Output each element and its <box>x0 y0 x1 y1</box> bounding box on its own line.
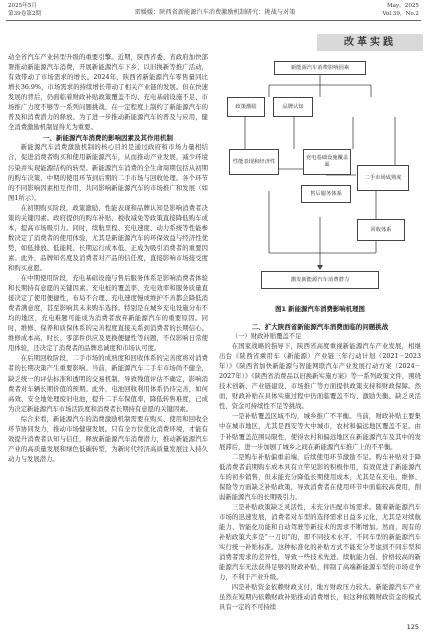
figure-caption: 图1 新能源汽车消费影响机理图 <box>275 305 365 313</box>
right-column <box>219 322 421 613</box>
diagram-box-performance: 性能表现和经济性 <box>229 149 279 175</box>
paragraph: 三是补贴政策缺乏灵活性，未充分匹配市场需求。随着新能源汽车市场的迅速发展，消费者对车型的选择需求日益多元化，尤其是对续航能力、智能化功能和自动驾驶等新技术的需求不断增加。然而，现有的补贴政策大多是“一刀切”的，即不同技术水平、不同车型的新能源汽车实行统一补贴标准。这种标准化的补贴方式不能充分考虑到不同车型和消费者需求的差异性，导致一些技术先进、续航能力强、价格较高的新能源汽车无法获得足够的财政补贴，抑制了高端新能源车型的市场竞争力，不利于产业升级。 <box>219 503 421 582</box>
paragraph: 在后期回收阶段，二手市场的成熟度和回收体系的完善度将对消费者的长期决策产生重要影响。当前，新能源汽车二手车市场尚不健全，缺乏统一的评估标准和透明的交易机制，导致残值评估不确定，影响消费者对车辆长期价值的预期。此外，电池回收利用体系仍待完善，如何高效、安全地处理废旧电池，提升二手车保值率，降低转售难度，已成为决定新能源汽车市场活跃度和消费者长期持有意愿的关键因素。 <box>8 355 208 413</box>
header-date-en: May，2025 <box>386 3 419 9</box>
header-rule <box>6 20 421 21</box>
paragraph: 一是补贴覆盖区域不均，城乡推广不平衡。当前，财政补贴主要集中在城市地区，尤其是西安等大中城市，农村和偏远地区覆盖不足。由于补贴覆盖范围局限性，使得农村和偏远地区在新能源汽车及其中的发展滞后，进一步加剧了城乡之间在新能源汽车推广上的不平衡。 <box>219 413 421 451</box>
diagram-box-recycle: 回收体系 <box>357 219 405 241</box>
figure-influence-diagram <box>219 57 421 302</box>
diagram-box-top: 新能源汽车消费影响因素 <box>274 61 366 75</box>
header-left <box>8 2 41 18</box>
paragraph: 综合来看，新能源汽车的消费激励机制需要在购买、使用和回收全环节协同发力，推动市场健康发展。只有全方位优化消费环境，才能有效提升消费者认知与信任，释放新能源汽车消费潜力，推动新能源汽车产业的高质量发展和绿色低碳转型，为新时代经济高质量发展注入持久动力与发展潜力。 <box>8 415 208 463</box>
page-number: 125 <box>406 623 419 631</box>
running-header <box>0 0 427 22</box>
paragraph: 在初期购买阶段，政策激励、性能表现和品牌认知是影响消费者决策的关键因素。政府提供的购车补贴、税收减免等政策直接降低购车成本，提高市场吸引力。同时，续航里程、充电速度、动力系统等性能参数决定了消费者的使用体验，尤其是新能源汽车的环保效益与经济性优势，如低排放、低能耗、长期运行成本低，正成为吸引消费者的重要因素。此外，品牌知名度及消费者对产品的信任度，直接影响市场接受度和购买意愿。 <box>8 204 208 272</box>
paragraph: 在中期使用阶段，充电基础设施与售后服务体系是影响消费者体验和长期持有意愿的关键因素。充电桩的覆盖率、充电效率和服务质量直接决定了使用便捷性，布局不合理、充电速度慢或维护不善都会降低消费者满意度，甚至影响其未来购车选择。特别是在城乡充电设施分布不均的地区，充电难题可能成为消费者放弃新能源汽车的重要原因。同时，维修、保养和质保体系的完善程度直接关系到消费者的长期信心。维修成本高、时长、零部件供应及更换便捷性等问题，不仅影响日常使用体验，还决定了消费者的品牌忠诚度和市场认可度。 <box>8 275 208 353</box>
header-date: 2025年5月 <box>8 3 37 9</box>
diagram-box-secondhand: 二手市场成熟度 <box>357 165 409 191</box>
paragraph: 在国家战略的指导下，陕西省高度重视新能源汽车产业发展，相继出台《陕西省乘用车（新能源）产业链三年行动计划（2021－2023年）》《陕西省加快新能源与智能网联汽车产业发展行动方案（2024－2027年）》《陕西省消费品以旧换新实施方案》等一系列政策文件，围绕技术创新、产业链建设、市场推广等方面提供政策支持和财政保障。然而，财政补贴在具体实施过程中仍面临覆盖不均、激励失衡、缺乏灵活性、资金可持续性不足等挑战。 <box>219 343 421 411</box>
paragraph: 新能源汽车消费激励机制的核心目的是通过政府和市场力量相结合，促进消费者购买和使用新能源汽车，从而推动产业发展，减少环境污染并实现能源结构的转型。新能源汽车消费的全生命周期包括从初期的购车决策、中期的使用环节到后期的二手市场与回收处理。各个环节的不同影响因素相互作用，共同影响新能源汽车的市场推广和发展（如图1所示）。 <box>8 144 208 202</box>
section-heading: 一、新能源汽车消费的影响因素及其作用机制 <box>43 134 173 143</box>
header-volume: Vol.39，No.2 <box>382 11 419 17</box>
diagram-box-bottom: 激发新能源汽车消费潜力 <box>261 271 379 289</box>
diagram-box-infrastructure: 充电基础设施覆盖面 <box>303 149 351 175</box>
paragraph: 动全省汽车产业转型升级的重要引擎。近期，陕西省委、省政府加快部署推动新能源汽车消费，开展新能源汽车下乡、以旧换新等推广活动，有效带动了市场需求的增长。2024年，陕西省新能源汽车零售量同比增长36.9%，市场需求的持续增长带动了相关产业链的发展。但在快速发展的背后，仍面临着财政补贴政策覆盖不均、充电基础设施不足、市场推广力度不够等一系列问题挑战，在一定程度上制约了新能源汽车的普及和消费潜力的释放。为了进一步推动新能源汽车的普及与应用，健全消费激励机制显得尤为重要。 <box>8 54 208 132</box>
section-heading: 二、扩大陕西省新能源汽车消费面临的问题挑战 <box>251 323 389 331</box>
header-issue: 第39卷第2期 <box>8 11 42 17</box>
section-banner: 改革实践 <box>317 34 423 51</box>
diagram-box-aftersale: 售后服务体系 <box>301 185 351 203</box>
paragraph: 四是补贴资金依赖财政支付，地方财政压力较大。新能源汽车产业虽然在短期内依赖财政补贴推动消费增长，但这种依赖财政资金的模式具有一定的不可持续 <box>219 584 421 612</box>
diagram-box-policy: 政策激励 <box>227 97 265 117</box>
subsection-heading: （一）财政补贴覆盖不足 <box>231 333 302 341</box>
diagram-box-brand: 品牌认知 <box>273 97 313 117</box>
header-right <box>382 2 419 18</box>
paragraph: 二是购车补贴偏重前端，后续使用环节激励不足。购车补贴对于降低消费者前期购车成本具有立竿见影的积极作用，有效促进了新能源汽车的初步销售，但未能充分降低长期使用成本，尤其是在充电、维修、保险等方面缺乏补贴政策，导致消费者在使用环节中面临较高费用，削弱新能源汽车的长期吸引力。 <box>219 453 421 501</box>
header-article-title: 雷媛媛：陕西省新能源汽车消费激励机制研究：挑战与对策 <box>134 9 296 16</box>
left-column <box>8 53 208 465</box>
